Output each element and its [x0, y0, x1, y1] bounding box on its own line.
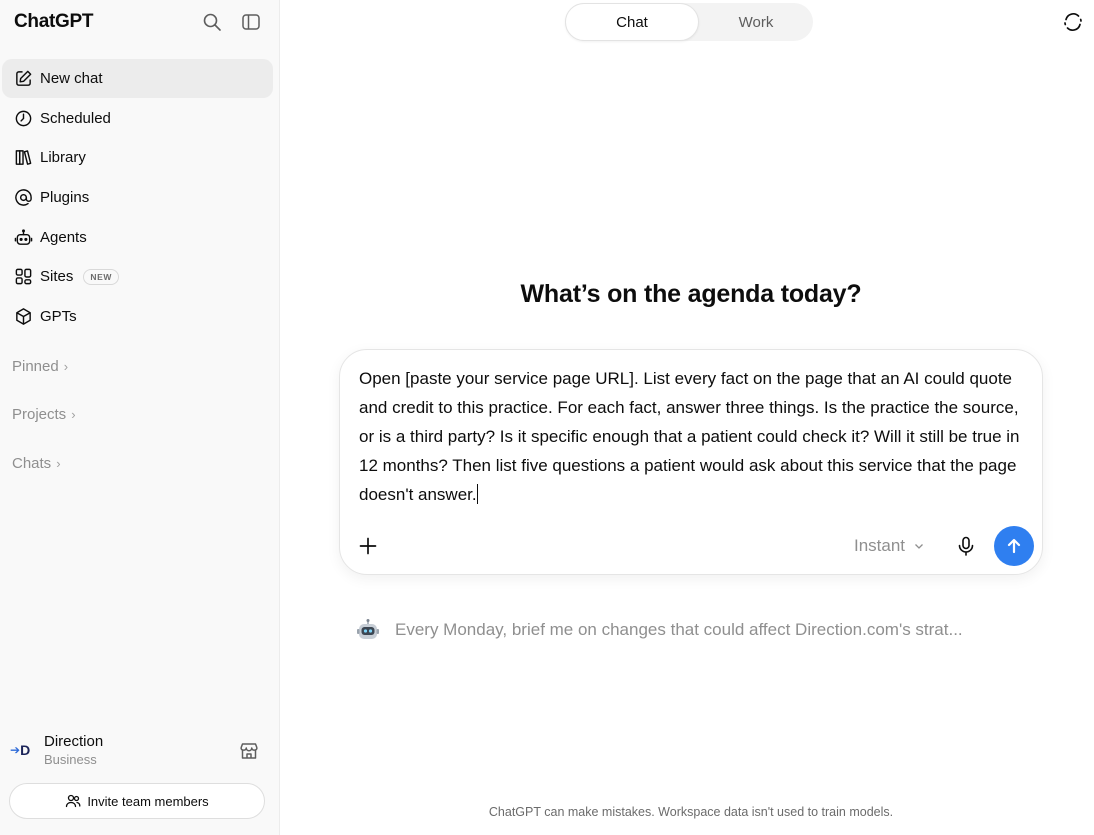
- tab-work[interactable]: Work: [738, 13, 774, 31]
- section-label: Chats: [12, 455, 52, 472]
- clock-icon: [12, 107, 34, 129]
- workspace-switcher[interactable]: [10, 728, 272, 772]
- prompt-input[interactable]: Open [paste your service page URL]. List every fact on the page that an AI could quote and credit to this practice. For each fact, answer three things. Is the practice the source, or is a third party? Is it specific enough that a patient could check it? Will it still be true in 12 months? Then list five questions a patient would ask about this service that the page doesn't answer.: [359, 369, 1020, 504]
- sidebar-item-label: Plugins: [40, 189, 90, 207]
- cube-icon: [12, 306, 34, 328]
- tab-chat[interactable]: Chat: [565, 3, 699, 41]
- workspace-name: Direction: [44, 733, 104, 750]
- robot-icon: [356, 618, 380, 642]
- new-badge: NEW: [83, 269, 119, 285]
- sidebar: [0, 0, 280, 835]
- main-panel: [281, 0, 1094, 835]
- suggestion-item[interactable]: [356, 618, 963, 642]
- store-icon[interactable]: [238, 740, 260, 762]
- page-title: What’s on the agenda today?: [520, 280, 862, 308]
- suggestion-text: Every Monday, brief me on changes that could affect Direction.com's strat...: [395, 620, 963, 639]
- sidebar-item-label: New chat: [40, 70, 103, 87]
- disclaimer-text: ChatGPT can make mistakes. Workspace data isn't used to train models.: [488, 805, 894, 819]
- send-button[interactable]: [994, 526, 1034, 566]
- chevron-right-icon: ›: [71, 407, 76, 422]
- plugins-icon: [12, 187, 34, 209]
- sidebar-section-pinned[interactable]: [12, 358, 68, 375]
- text-caret: [477, 484, 478, 504]
- chevron-right-icon: ›: [63, 359, 69, 374]
- model-mode-select[interactable]: [854, 535, 925, 557]
- sidebar-item-label: Scheduled: [40, 109, 111, 127]
- sidebar-item-label: Sites: [40, 268, 74, 286]
- mode-tabs: [565, 3, 813, 41]
- invite-team-button[interactable]: [9, 783, 265, 819]
- arrow-right-icon: ➔: [10, 743, 21, 757]
- sidebar-item-sites[interactable]: [2, 257, 273, 296]
- temporary-chat-icon[interactable]: [1062, 11, 1084, 33]
- microphone-icon[interactable]: [955, 535, 977, 557]
- sidebar-item-label: GPTs: [40, 308, 77, 326]
- invite-label: Invite team members: [87, 793, 209, 809]
- prompt-composer[interactable]: [339, 349, 1043, 575]
- robot-icon: [12, 226, 34, 248]
- add-attachment-icon[interactable]: [357, 535, 379, 557]
- sidebar-item-new-chat[interactable]: [2, 59, 273, 98]
- arrow-up-icon: [1004, 536, 1024, 556]
- sidebar-item-plugins[interactable]: [2, 178, 273, 217]
- sidebar-item-scheduled[interactable]: [2, 99, 273, 138]
- library-icon: [12, 147, 34, 169]
- add-users-icon: [65, 793, 81, 809]
- sidebar-item-label: Agents: [40, 228, 87, 246]
- sidebar-section-projects[interactable]: [12, 406, 76, 423]
- sidebar-item-library[interactable]: [2, 138, 273, 177]
- sidebar-toggle-icon[interactable]: [240, 11, 262, 33]
- sidebar-section-chats[interactable]: [12, 455, 61, 472]
- chevron-right-icon: ›: [56, 456, 61, 471]
- sites-icon: [12, 266, 34, 288]
- workspace-plan: Business: [44, 752, 97, 767]
- chevron-down-icon: [913, 540, 925, 552]
- search-icon[interactable]: [201, 11, 223, 33]
- sidebar-nav: [2, 59, 273, 337]
- section-label: Pinned: [12, 358, 59, 375]
- sidebar-item-agents[interactable]: [2, 218, 273, 257]
- workspace-logo: ➔ D: [10, 742, 31, 758]
- sidebar-item-gpts[interactable]: [2, 297, 273, 336]
- mode-label: Instant: [854, 536, 906, 555]
- brand-title: ChatGPT: [14, 11, 94, 32]
- section-label: Projects: [12, 406, 67, 423]
- edit-icon: [12, 68, 34, 90]
- sidebar-item-label: Library: [40, 149, 86, 167]
